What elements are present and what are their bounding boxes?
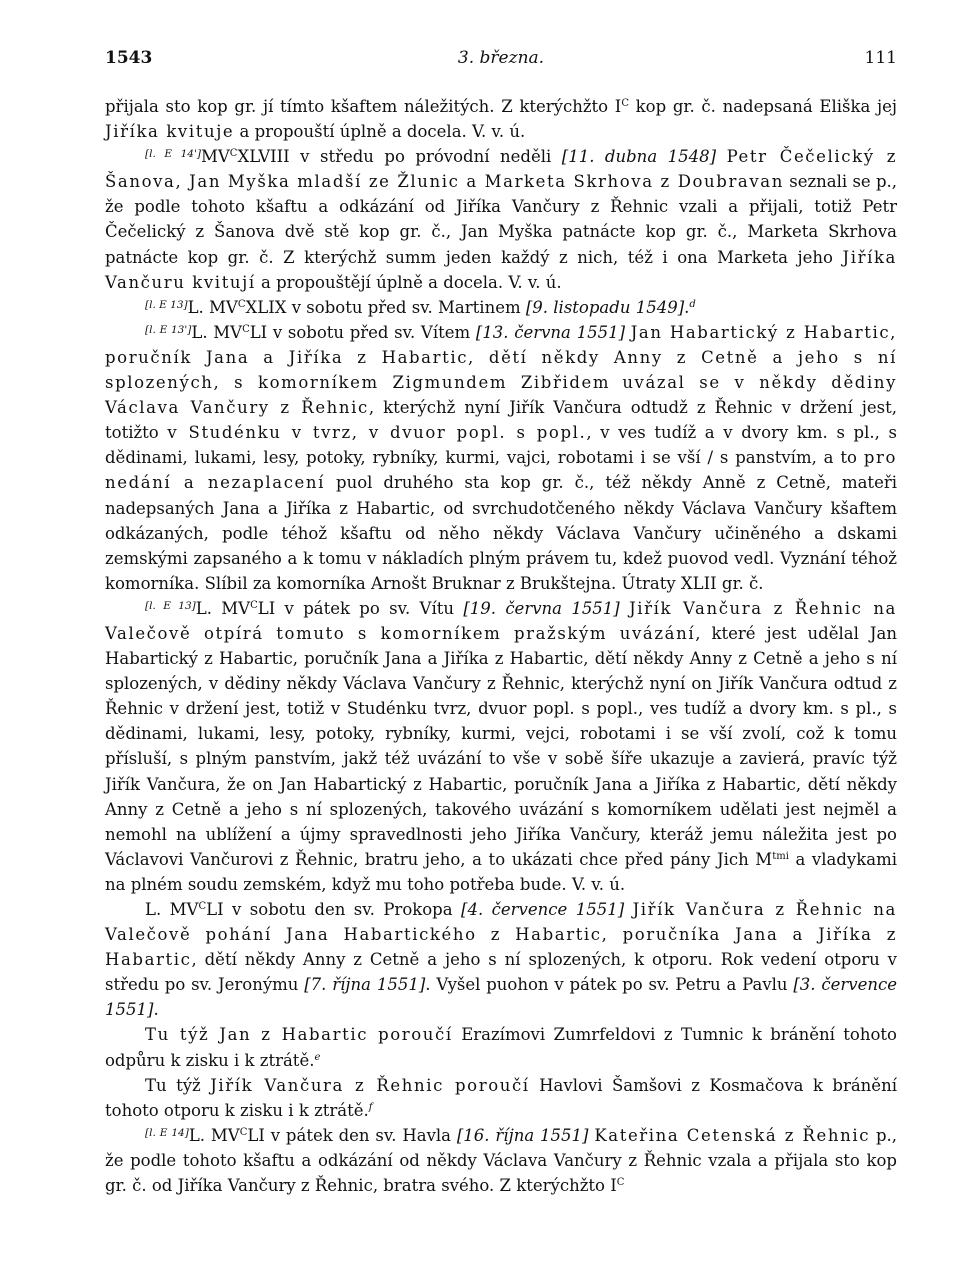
document-body — [105, 94, 897, 1198]
superscript: C — [242, 323, 250, 335]
date-note: [16. října 1551] — [456, 1125, 589, 1145]
paragraph-6 — [105, 897, 897, 1022]
text: L. MV — [191, 322, 243, 342]
paragraph-9 — [105, 1123, 897, 1198]
spaced-phrase: uvázal se v někdy dědiny Václava Vančury z Řehnic — [105, 373, 897, 418]
text: p., že podle tohoto kšaftu a odkázání od někdy Václava Vančury z Řehnic vzala a přijala sto kop gr. č. od Jiříka Vančury z Řehnic, bratra svého. Z kterýchžto I — [105, 1125, 898, 1196]
footnote-marker: d — [689, 298, 696, 310]
superscript: C — [239, 1126, 248, 1138]
footnote-marker: f — [368, 1101, 373, 1113]
paragraph-5 — [105, 596, 897, 897]
spaced-name: Jan Habartický z Habartic, poručník Jana a Jiříka z Habartic, dětí někdy Anny z Cetně a jeho s ní splozených, s komorníkem Zigmundem Zibřidem — [105, 322, 898, 393]
text: LI v pátek den sv. Havla — [247, 1125, 457, 1145]
superscript: C — [237, 298, 246, 310]
superscript: C — [250, 599, 258, 611]
text: L. MV — [187, 297, 238, 317]
page-number-left: 1543 — [105, 48, 153, 68]
text: Erazímovi Zumrfeldovi z Tumnic k bránění tohoto odpůru k zisku i k ztrátě. — [105, 1025, 897, 1070]
superscript: C — [621, 98, 629, 109]
text: kop gr. č. nadepsaná Eliška jej — [628, 97, 897, 116]
text: puol druhého sta kop gr. č., též někdy Anně z Cetně, mateři nadepsaných Jana a Jiříka z Habartic, od svrchudotčeného někdy Václava Vančury kšaftem odkázaných, podle téhož kšaftu od něho někdy Václava Vančury učiněného a dskami zemskými zapsaného a k tomu v nákladích plným právem tu, kdež puovod vedl. Vyznání téhož komorníka. Slíbil za komorníka Arnošt Bruknar z Brukštejna. Útraty XLII gr. č. — [105, 473, 897, 593]
date-note: [13. června 1551] — [475, 322, 626, 342]
folio-reference: [l. E 13] — [145, 298, 188, 311]
text: , dětí někdy Anny z Cetně a jeho s ní splozených, k otporu. Rok vedení otporu v středu po sv. Jeronýmu — [105, 950, 897, 995]
text — [610, 373, 622, 392]
text: MV — [200, 147, 230, 167]
spaced-phrase: Jiřík Vančura z Řehnic poroučí — [210, 1075, 530, 1095]
text: L. MV — [195, 598, 251, 618]
paragraph-1 — [105, 94, 897, 144]
paragraph-4 — [105, 320, 897, 596]
text: . — [153, 1000, 159, 1020]
spaced-phrase: pro nedání a nezaplacení — [105, 448, 897, 493]
running-title: 3. března. — [457, 48, 545, 68]
text: L. MV — [188, 1125, 240, 1145]
paragraph-8 — [105, 1073, 897, 1123]
spaced-name: Jiříka Vančuru kvitují — [105, 247, 897, 292]
superscript: tmi — [772, 850, 789, 862]
text: , kterýchž nyní Jiřík Vančura odtudž z Řehnic v držení jest, totižto — [105, 398, 897, 443]
spaced-phrase: Tu týž Jan z Habartic poroučí — [145, 1025, 453, 1045]
folio-reference: [l. E 13] — [145, 599, 196, 612]
spaced-name: Kateřina Cetenská z Řehnic — [594, 1125, 871, 1145]
spaced-name: Petr Čečelický z Šanova, Jan Myška mladší ze Žlunic a Marketa Skrhova z Doubravan — [105, 147, 898, 192]
folio-reference: [l. E 14'] — [145, 148, 201, 161]
text: seznali se p., že podle tohoto kšaftu a odkázání od Jiříka Vančury z Řehnic vzali a přijali, totiž Petr Čečelický z Šanova dvě stě kop gr. č., Jan Myška patnácte kop gr. č., Marketa Skrhova patnácte kop gr. č. Z kterýchž summ jeden každý z nich, též i ona Marketa jeho — [105, 172, 897, 267]
superscript: C — [198, 901, 207, 912]
text: přijala sto kop gr. jí tímto kšaftem náležitých. Z kterýchžto I — [105, 97, 622, 116]
text: LI v pátek po sv. Vítu — [257, 598, 464, 618]
text: XLIX v sobotu před sv. Martinem — [245, 297, 526, 317]
date-note: [9. listopadu 1549] — [525, 297, 685, 317]
paragraph-7 — [105, 1022, 897, 1072]
superscript: C — [229, 148, 238, 160]
spaced-phrase: v Studénku v tvrz, v dvuor popl. s popl. — [167, 423, 587, 443]
document-page — [105, 48, 897, 1198]
spaced-phrase: Jiřík Vančura z Řehnic na Valečově otpírá tomuto s komorníkem pražským uvázání — [105, 598, 897, 643]
text: a propouštějí úplně a docela. V. v. ú. — [255, 272, 562, 292]
text: Havlovi Šamšovi z Kosmačova k bránění tohoto otporu k zisku i k ztrátě. — [105, 1075, 897, 1120]
superscript: C — [616, 1177, 625, 1189]
page-number-right: 111 — [864, 48, 897, 68]
paragraph-2 — [105, 144, 897, 295]
text: a vladykami na plném soudu zemském, když mu toho potřeba bude. V. v. ú. — [105, 849, 897, 894]
text: LI v sobotu den sv. Prokopa — [206, 900, 462, 919]
date-note: [7. října 1551] — [304, 975, 426, 995]
paragraph-3 — [105, 295, 897, 320]
spaced-phrase: Jiřík Vančura z Řehnic na Valečově pohání Jana Habartického z Habartic, poručníka Jana a Jiříka z Habartic — [105, 900, 897, 970]
date-note: [3. července 1551] — [105, 975, 897, 1020]
text: . — [684, 297, 690, 317]
date-note: [19. června 1551] — [463, 598, 620, 618]
date-note: [4. července 1551] — [461, 900, 625, 919]
text — [624, 900, 632, 919]
page-header — [105, 48, 897, 74]
text: LI v sobotu před sv. Vítem — [249, 322, 476, 342]
text: a propouští úplně a docela. V. v. ú. — [234, 122, 526, 142]
text — [716, 147, 727, 166]
text: , které jest udělal Jan Habartický z Habartic, poručník Jana a Jiříka z Habartic, dětí někdy Anny z Cetně a jeho s ní splozených, v dědiny někdy Václava Vančury z Řehnic, kterýchž nyní on Jiřík Vančura odtud z Řehnic v držení jest, totiž v Studénku tvrz, dvuor popl. s popl., ves tudíž a dvory km. s pl., s dědinami, lukami, lesy, potoky, rybníky, kurmi, vejci, robotami i se vší zvolí, což k tomu přísluší, s plným panstvím, jakž též uvázání to vše v sobě šíře ukazuje a zavierá, pravíc týž Jiřík Vančura, že on Jan Habartický z Habartic, poručník Jana a Jiříka z Habartic, dětí někdy Anny z Cetně a jeho s ní splozených, takového uvázání s komorníkem udělati jest nejměl a nemohl na ublížení a újmy spravedlnosti jeho Jiříka Vančury, kteráž jemu náležita jest po Václavovi Vančurovi z Řehnic, bratru jeho, a to ukázati chce před pány Jich M — [105, 623, 897, 869]
date-note: [11. dubna 1548] — [561, 147, 717, 167]
text — [620, 599, 629, 618]
folio-reference: [l. E 14] — [145, 1126, 189, 1139]
text: Tu týž — [145, 1075, 211, 1095]
spaced-name: Jiříka kvituje — [105, 122, 235, 142]
text: L. MV — [145, 900, 199, 919]
text: , v ves tudíž a v dvory km. s pl., s dědinami, lukami, lesy, potoky, rybníky, kurmi, vajci, robotami i se vší / s panstvím, a to — [105, 423, 897, 468]
footnote-marker: e — [314, 1051, 321, 1063]
folio-reference: [l. E 13'] — [145, 323, 192, 336]
text: . Vyšel puohon v pátek po sv. Petru a Pavlu — [425, 975, 794, 995]
text: XLVIII v středu po próvodní neděli — [237, 147, 562, 167]
